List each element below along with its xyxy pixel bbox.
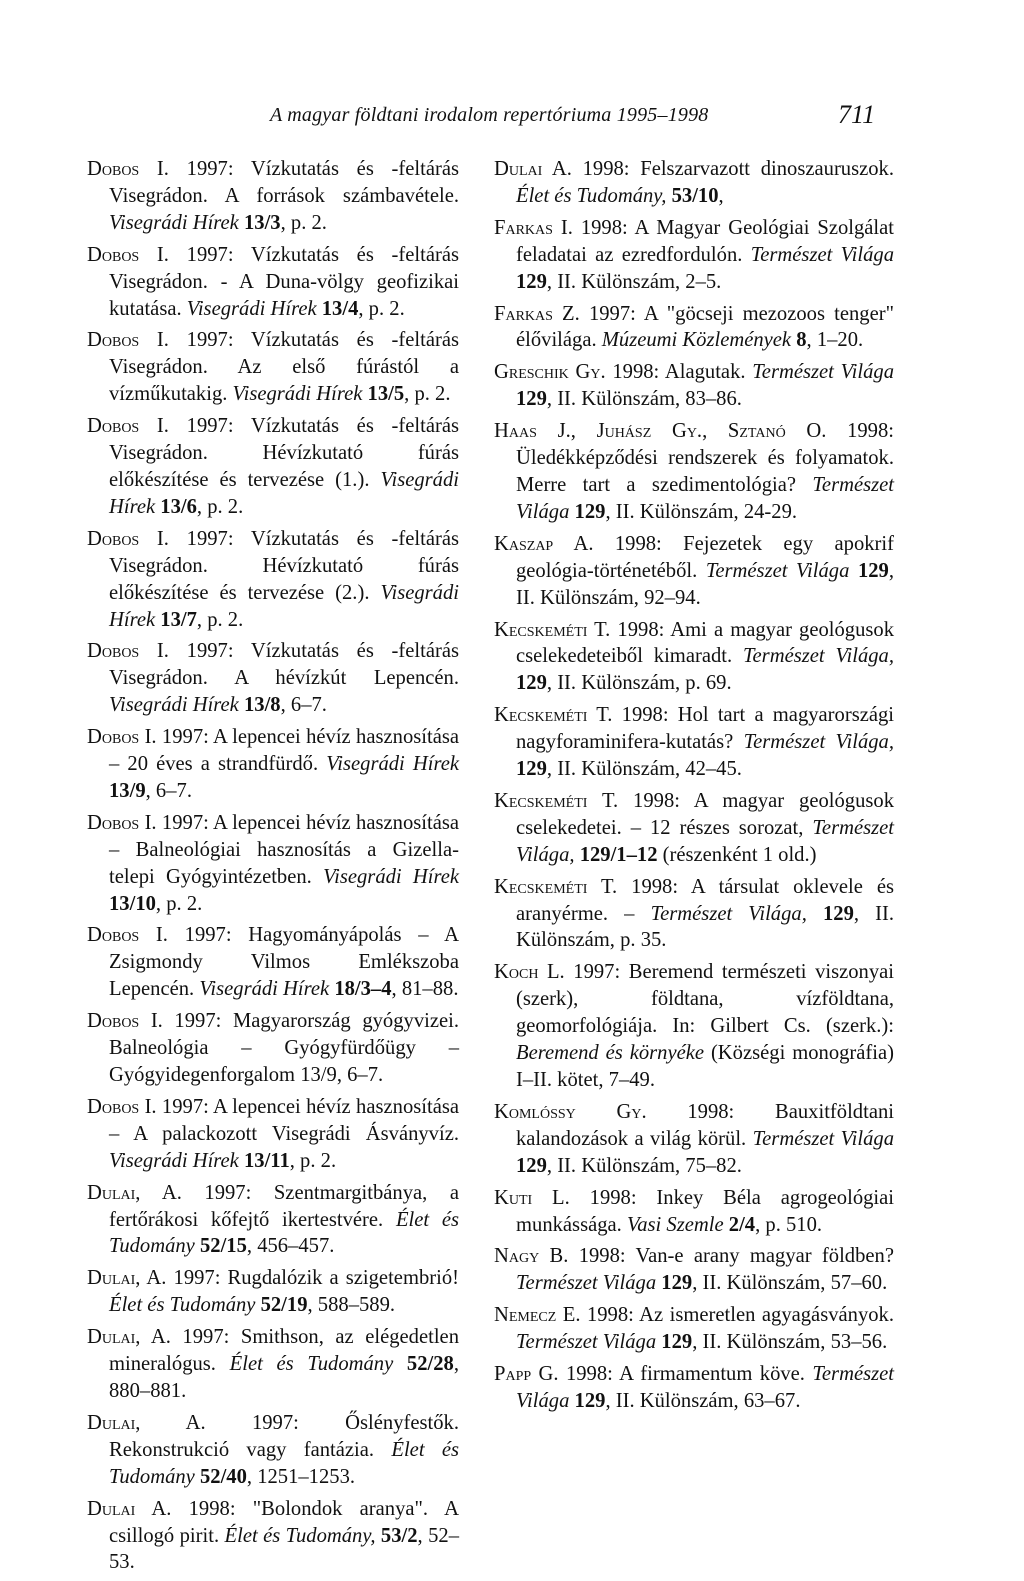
entry-volume: 2/4 bbox=[723, 1213, 756, 1236]
entry-pages: , p. 2. bbox=[196, 608, 244, 631]
entry-author: Dobos I. bbox=[87, 158, 169, 180]
entry-pages: , II. Különszám, 63–67. bbox=[605, 1389, 801, 1412]
entry-pages: , II. Különszám, 75–82. bbox=[546, 1154, 742, 1177]
entry-journal: Természet Világa, bbox=[650, 902, 807, 925]
entry-journal: Élet és Tudomány bbox=[109, 1438, 459, 1488]
entry-journal: Visegrádi Hírek bbox=[232, 383, 363, 406]
entry-title: 1997: Őslényfestők. Rekonstrukció vagy fantázia. bbox=[109, 1411, 459, 1461]
entry-volume: 129 bbox=[516, 672, 547, 695]
entry-title: 1998: A Magyar Geológiai Szolgálat feladatai az ezredfordulón. bbox=[516, 216, 894, 266]
entry-title: 1998: Inkey Béla agrogeológiai munkássága. bbox=[516, 1186, 895, 1236]
entry-pages: , II. Különszám, 57–60. bbox=[692, 1272, 888, 1295]
entry-pages: , 6–7. bbox=[145, 779, 192, 802]
entry-volume: 52/40 bbox=[194, 1465, 247, 1488]
entry-author: Koch L. bbox=[494, 961, 565, 984]
bibliography-entry bbox=[494, 702, 894, 783]
entry-title: 1998: Bauxitföldtani kalandozások a világ körül. bbox=[516, 1100, 894, 1150]
entry-journal: Vasi Szemle bbox=[626, 1213, 724, 1236]
entry-title: 1998: A társulat oklevele és aranyérme. – bbox=[516, 875, 894, 925]
entry-volume: 13/5 bbox=[362, 383, 405, 406]
bibliography-entry bbox=[87, 1496, 459, 1577]
bibliography-entry bbox=[494, 788, 894, 869]
entry-pages: , II. Különszám, 53–56. bbox=[692, 1331, 888, 1354]
entry-volume: 13/10 bbox=[109, 892, 156, 915]
entry-title: 1997: Vízkutatás és -feltárás Visegrádon. A források számbavétele. bbox=[109, 158, 459, 207]
entry-pages: , 1–20. bbox=[806, 329, 864, 352]
entry-author: Dobos I. bbox=[87, 811, 157, 834]
entry-journal: Visegrádi Hírek bbox=[326, 753, 459, 776]
entry-title: 1997: Magyarország gyógyvizei. Balneológia – Gyógyfürdőügy – Gyógyidegenforgalom 13/9, 6–7. bbox=[109, 1010, 459, 1086]
entry-volume: 52/15 bbox=[194, 1235, 247, 1258]
entry-volume: 53/2 bbox=[375, 1524, 418, 1547]
entry-pages: , p. 2. bbox=[404, 383, 451, 406]
entry-title: 1997: Vízkutatás és -feltárás Visegrádon. Az első fúrástól a vízműkutakig. bbox=[109, 329, 459, 406]
bibliography-entry bbox=[494, 531, 894, 612]
entry-author: Dobos I. bbox=[87, 726, 157, 749]
entry-pages: , bbox=[718, 184, 724, 207]
entry-author: Dobos I. bbox=[87, 527, 169, 550]
entry-journal: Visegrádi Hírek bbox=[109, 468, 459, 518]
entry-title: 1998: A firmamentum köve. bbox=[558, 1363, 813, 1386]
entry-journal: Természet Világa bbox=[752, 1127, 895, 1150]
entry-volume: 129 bbox=[806, 902, 854, 925]
entry-journal: Visegrádi Hírek bbox=[109, 694, 239, 717]
entry-author: Dulai, A. bbox=[87, 1326, 171, 1349]
bibliography-entry bbox=[494, 617, 894, 698]
entry-author: Papp G. bbox=[494, 1363, 559, 1386]
entry-volume: 13/11 bbox=[238, 1149, 290, 1172]
entry-volume: 13/6 bbox=[155, 495, 197, 518]
entry-author: Komlóssy Gy. bbox=[494, 1100, 647, 1123]
bibliography-entry bbox=[494, 156, 894, 210]
bibliography-entry bbox=[494, 418, 894, 526]
entry-title: 1997: A lepencei hévíz hasznosítása – 20 éves a strandfürdő. bbox=[109, 726, 459, 776]
entry-author: Haas J., Juhász Gy., Sztanó O. bbox=[494, 420, 827, 443]
entry-journal: Természet Világa bbox=[705, 559, 850, 582]
entry-title: 1997: Beremend természeti viszonyai (szerk), földtana, vízföldtana, geomorfológiája. In: Gilbert Cs. (szerk.): bbox=[516, 961, 894, 1038]
entry-volume: 8 bbox=[791, 329, 807, 352]
bibliography-entry bbox=[494, 874, 894, 955]
entry-author: Kecskeméti T. bbox=[494, 789, 619, 812]
entry-volume: 53/10 bbox=[666, 184, 719, 207]
entry-title: 1997: A lepencei hévíz hasznosítása – A palackozott Visegrádi Ásványvíz. bbox=[109, 1095, 459, 1145]
bibliography-entry bbox=[494, 1185, 894, 1239]
entry-pages: , II. Különszám, p. 69. bbox=[546, 672, 732, 695]
entry-title: 1998: Fejezetek egy apokrif geológia-történetéből. bbox=[516, 532, 894, 582]
entry-journal: Visegrádi Hírek bbox=[109, 211, 239, 234]
entry-journal: Élet és Tudomány, bbox=[516, 184, 667, 207]
entry-volume: 13/9 bbox=[109, 779, 146, 802]
entry-journal: Élet és Tudomány bbox=[109, 1294, 256, 1317]
entry-journal: Élet és Tudomány, bbox=[224, 1524, 376, 1547]
entry-pages: , II. Különszám, 24-29. bbox=[605, 500, 798, 523]
bibliography-entry bbox=[494, 1099, 894, 1180]
bibliography-entry bbox=[494, 301, 894, 355]
entry-author: Kaszap A. bbox=[494, 532, 594, 555]
entry-title: 1997: Vízkutatás és -feltárás Visegrádon. Hévízkutató fúrás előkészítése és tervezése (2.). bbox=[109, 527, 459, 604]
bibliography-entry bbox=[494, 1302, 894, 1356]
entry-title: 1998: Felszarvazott dinoszauruszok. bbox=[571, 158, 894, 180]
entry-volume: 129 bbox=[516, 388, 547, 411]
entry-volume: 13/8 bbox=[238, 694, 281, 717]
entry-title: 1997: Vízkutatás és -feltárás Visegrádon. - A Duna-völgy geofizikai kutatása. bbox=[109, 243, 459, 320]
entry-journal: Természet Világa bbox=[516, 473, 894, 523]
entry-author: Greschik Gy. bbox=[494, 361, 606, 384]
entry-journal: Természet Világa bbox=[516, 1272, 657, 1295]
entry-volume: 52/19 bbox=[255, 1294, 308, 1317]
bibliography-entry bbox=[87, 156, 459, 237]
bibliography-entry bbox=[87, 526, 459, 634]
entry-author: Dulai, A. bbox=[87, 1411, 206, 1434]
entry-pages: , p. 2. bbox=[155, 892, 203, 915]
entry-volume: 13/7 bbox=[155, 608, 197, 631]
entry-journal: Visegrádi Hírek bbox=[109, 581, 459, 631]
running-title: A magyar földtani irodalom repertóriuma 1995–1998 bbox=[270, 104, 709, 126]
entry-author: Dobos I. bbox=[87, 640, 169, 663]
entry-journal: Múzeumi Közlemények bbox=[601, 329, 792, 352]
entry-author: Dobos I. bbox=[87, 243, 169, 266]
bibliography-entry bbox=[87, 413, 459, 521]
entry-author: Nagy B. bbox=[494, 1245, 569, 1268]
entry-title: 1997: Hagyományápolás – A Zsigmondy Vilmos Emlékszoba Lepencén. bbox=[109, 924, 459, 1001]
entry-volume: 129/1–12 bbox=[574, 843, 658, 866]
entry-pages: (részenként 1 old.) bbox=[657, 843, 817, 866]
entry-author: Kecskeméti T. bbox=[494, 704, 613, 727]
entry-author: Dulai, A. bbox=[87, 1267, 167, 1290]
entry-title: 1997: A "göcseji mezozoos tenger" élővilága. bbox=[516, 302, 894, 352]
bibliography-entry bbox=[87, 1324, 459, 1405]
entry-journal: Természet Világa bbox=[752, 361, 894, 384]
entry-author: Dobos I. bbox=[87, 415, 169, 438]
entry-pages: , II. Különszám, p. 35. bbox=[516, 902, 895, 952]
entry-title: 1997: A lepencei hévíz hasznosítása – Balneológiai hasznosítás a Gizella-telepi Gyógyintézetben. bbox=[109, 811, 459, 888]
entry-volume: 129 bbox=[516, 758, 547, 781]
bibliography-entry bbox=[87, 1180, 459, 1261]
bibliography-entry bbox=[87, 1094, 459, 1175]
entry-journal: Természet Világa, bbox=[742, 645, 894, 668]
entry-title: 1998: Ami a magyar geológusok cselekedeteiből kimaradt. bbox=[516, 618, 894, 668]
entry-pages: , p. 510. bbox=[755, 1213, 823, 1236]
entry-title: 1998: "Bolondok aranya". A csillogó pirit. bbox=[109, 1497, 460, 1547]
entry-journal: Visegrádi Hírek bbox=[199, 978, 330, 1001]
entry-title: 1997: Vízkutatás és -feltárás Visegrádon. Hévízkutató fúrás előkészítése és tervezése (1.). bbox=[109, 415, 459, 491]
entry-journal: Természet Világa bbox=[516, 1331, 657, 1354]
entry-title: 1998: Alagutak. bbox=[605, 361, 753, 384]
bibliography-entry bbox=[87, 1008, 459, 1089]
entry-pages: , 1251–1253. bbox=[246, 1465, 356, 1488]
left-column bbox=[87, 156, 459, 1581]
bibliography-entry bbox=[87, 922, 459, 1003]
bibliography-entry bbox=[87, 327, 459, 408]
bibliography-entry bbox=[87, 1410, 459, 1491]
entry-author: Kuti L. bbox=[494, 1186, 570, 1209]
entry-pages: , II. Különszám, 2–5. bbox=[546, 270, 722, 293]
entry-volume: 129 bbox=[656, 1331, 693, 1354]
entry-title: 1998: Az ismeretlen agyagásványok. bbox=[580, 1304, 894, 1327]
entry-author: Dulai, A. bbox=[87, 1181, 182, 1204]
entry-pages: , 81–88. bbox=[391, 978, 459, 1001]
entry-journal: Élet és Tudomány bbox=[109, 1208, 459, 1258]
entry-author: Dobos I. bbox=[87, 1010, 163, 1033]
entry-journal: Visegrádi Hírek bbox=[186, 297, 317, 320]
bibliography-entry bbox=[87, 810, 459, 918]
entry-author: Nemecz E. bbox=[494, 1304, 581, 1327]
entry-pages: , 880–881. bbox=[109, 1353, 459, 1402]
entry-title: 1998: Üledékképződési rendszerek és folyamatok. Merre tart a szedimentológia? bbox=[516, 420, 894, 496]
bibliography-entry bbox=[494, 959, 894, 1094]
entry-journal: Visegrádi Hírek bbox=[323, 865, 460, 888]
entry-journal: Természet Világa, bbox=[516, 816, 894, 866]
entry-pages: , 588–589. bbox=[307, 1294, 396, 1317]
entry-title: 1997: Smithson, az elégedetlen mineralógus. bbox=[109, 1326, 459, 1376]
entry-journal: Természet Világa bbox=[516, 1363, 894, 1412]
entry-journal: Természet Világa, bbox=[743, 731, 894, 754]
bibliography-entry bbox=[87, 724, 459, 805]
entry-journal: Beremend és környéke bbox=[516, 1042, 705, 1065]
entry-title: 1998: A magyar geológusok cselekedetei. – 12 részes sorozat, bbox=[516, 789, 894, 839]
entry-author: Dobos I. bbox=[87, 329, 169, 352]
entry-pages: , p. 2. bbox=[280, 211, 327, 234]
entry-pages: , 52–53. bbox=[109, 1524, 459, 1574]
entry-author: Farkas Z. bbox=[494, 302, 580, 325]
bibliography-entry bbox=[87, 1265, 459, 1319]
entry-journal: Természet Világa bbox=[750, 243, 895, 266]
entry-volume: 129 bbox=[849, 559, 889, 582]
right-column bbox=[494, 156, 894, 1420]
entry-journal: Élet és Tudomány bbox=[229, 1353, 394, 1376]
entry-author: Dobos I. bbox=[87, 924, 168, 947]
bibliography-entry bbox=[494, 215, 894, 296]
entry-title: 1997: Vízkutatás és -feltárás Visegrádon. A hévízkút Lepencén. bbox=[109, 640, 459, 690]
entry-title: 1998: Hol tart a magyarországi nagyforaminifera-kutatás? bbox=[516, 704, 895, 754]
entry-author: Kecskeméti T. bbox=[494, 618, 611, 641]
bibliography-entry bbox=[494, 359, 894, 413]
entry-volume: 129 bbox=[569, 500, 606, 523]
entry-volume: 18/3–4 bbox=[329, 978, 392, 1001]
entry-author: Dulai A. bbox=[87, 1497, 172, 1520]
entry-pages: , II. Különszám, 92–94. bbox=[516, 559, 894, 609]
entry-volume: 13/3 bbox=[238, 211, 281, 234]
bibliography-entry bbox=[494, 1361, 894, 1415]
entry-journal: Visegrádi Hírek bbox=[109, 1149, 239, 1172]
entry-pages: , p. 2. bbox=[289, 1149, 337, 1172]
entry-volume: 129 bbox=[516, 270, 547, 293]
entry-title: 1997: Szentmargitbánya, a fertőrákosi kőfejtő ikertestvére. bbox=[109, 1181, 459, 1231]
entry-volume: 52/28 bbox=[393, 1353, 454, 1376]
entry-pages: , 456–457. bbox=[246, 1235, 335, 1258]
entry-volume: 13/4 bbox=[316, 297, 359, 320]
entry-title: 1998: Van-e arany magyar földben? bbox=[568, 1245, 894, 1268]
entry-pages: , p. 2. bbox=[196, 495, 244, 518]
entry-volume: 129 bbox=[656, 1272, 693, 1295]
page-number: 711 bbox=[838, 100, 876, 129]
bibliography-entry bbox=[87, 638, 459, 719]
entry-author: Kecskeméti T. bbox=[494, 875, 618, 898]
entry-author: Dulai A. bbox=[494, 158, 572, 180]
entry-volume: 129 bbox=[516, 1154, 547, 1177]
bibliography-entry bbox=[494, 1243, 894, 1297]
bibliography-entry bbox=[87, 242, 459, 323]
entry-pages: (Községi monográfia) I–II. kötet, 7–49. bbox=[516, 1042, 894, 1091]
entry-title: 1997: Rugdalózik a szigetembrió! bbox=[166, 1267, 459, 1290]
entry-pages: , II. Különszám, 42–45. bbox=[546, 758, 742, 781]
entry-pages: , II. Különszám, 83–86. bbox=[546, 388, 742, 411]
entry-author: Farkas I. bbox=[494, 216, 573, 239]
entry-author: Dobos I. bbox=[87, 1095, 157, 1118]
entry-pages: , p. 2. bbox=[358, 297, 405, 320]
entry-volume: 129 bbox=[569, 1389, 606, 1412]
entry-pages: , 6–7. bbox=[280, 694, 327, 717]
